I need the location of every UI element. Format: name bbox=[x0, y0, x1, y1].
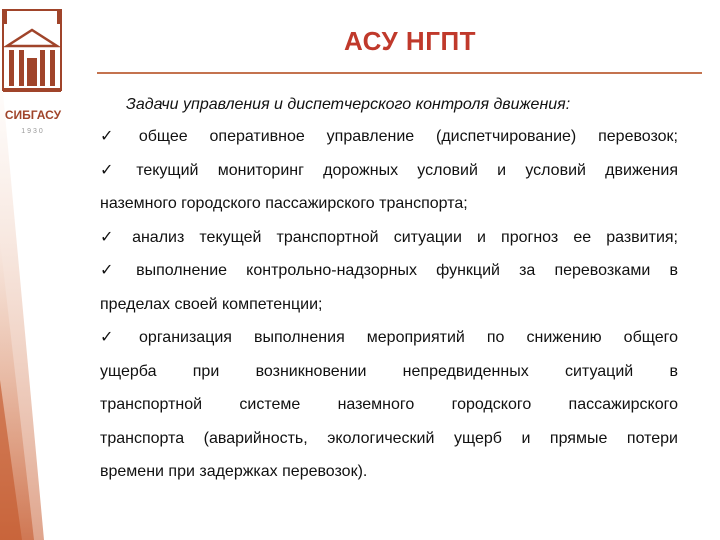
task-line: организация выполнения мероприятий по снижению общего bbox=[139, 329, 679, 346]
task-line: транспортной системе наземного городского пассажирского bbox=[100, 396, 678, 413]
task-item bbox=[100, 120, 678, 154]
task-line: общее оперативное управление (диспетчирование) перевозок; bbox=[138, 128, 679, 145]
subtitle-text: Задачи управления и диспетчерского контроля движения bbox=[126, 96, 566, 113]
logo-wordmark: СИБГАСУ bbox=[4, 108, 62, 122]
section-subtitle bbox=[126, 90, 678, 120]
task-item bbox=[100, 154, 678, 188]
task-line: анализ текущей транспортной ситуации и прогноз ее развития; bbox=[132, 228, 678, 246]
logo-year: 1930 bbox=[21, 128, 45, 135]
corner-decoration bbox=[0, 60, 48, 540]
task-item bbox=[100, 221, 678, 255]
check-icon: ✓ bbox=[100, 161, 129, 179]
task-line: текущий мониторинг дорожных условий и условий движения bbox=[136, 161, 678, 179]
check-icon: ✓ bbox=[100, 228, 125, 246]
subtitle-colon: : bbox=[565, 96, 571, 113]
task-line: пределах своей компетенции; bbox=[100, 295, 323, 313]
task-item bbox=[100, 254, 678, 288]
check-icon: ✓ bbox=[100, 128, 131, 145]
title-divider bbox=[97, 72, 702, 74]
task-line: транспорта (аварийность, экологический ущерб и прямые потери bbox=[100, 429, 678, 447]
task-line: наземного городского пассажирского транспорта; bbox=[100, 195, 468, 212]
task-line: выполнение контрольно-надзорных функций за перевозками в bbox=[136, 262, 678, 279]
task-line: времени при задержках перевозок). bbox=[100, 463, 368, 480]
check-icon: ✓ bbox=[100, 262, 129, 279]
check-icon: ✓ bbox=[100, 329, 132, 346]
slide-content bbox=[100, 90, 678, 489]
task-item bbox=[100, 321, 678, 355]
task-line: ущерба при возникновении непредвиденных ситуаций в bbox=[100, 362, 678, 380]
slide-title: АСУ НГПТ bbox=[343, 26, 477, 56]
